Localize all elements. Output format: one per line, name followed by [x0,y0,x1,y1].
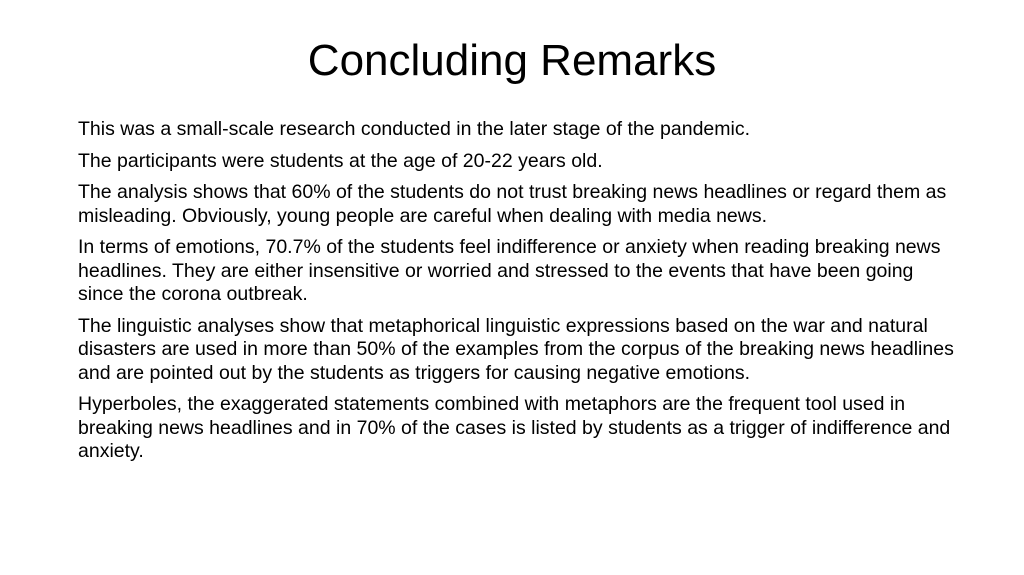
paragraph: Hyperboles, the exaggerated statements combined with metaphors are the frequent tool used in breaking news headlines and in 70% of the cases is listed by students as a trigger of indifference and anxiety. [78,393,951,462]
paragraph: This was a small-scale research conducted in the later stage of the pandemic. [78,118,751,140]
paragraph: The analysis shows that 60% of the students do not trust breaking news headlines or regard them as misleading. Obviously, young people are careful when dealing with media news. [78,181,947,227]
paragraph: The linguistic analyses show that metaphorical linguistic expressions based on the war and natural disasters are used in more than 50% of the examples from the corpus of the breaking news headlines and are pointed out by the students as triggers for causing negative emotions. [78,314,954,384]
slide-title: Concluding Remarks [307,36,717,85]
paragraph: The participants were students at the age of 20-22 years old. [78,149,603,172]
paragraph: In terms of emotions, 70.7% of the students feel indifference or anxiety when reading breaking news headlines. They are either insensitive or worried and stressed to the events that have been going since the corona outbreak. [78,236,941,305]
slide-body [78,118,958,472]
